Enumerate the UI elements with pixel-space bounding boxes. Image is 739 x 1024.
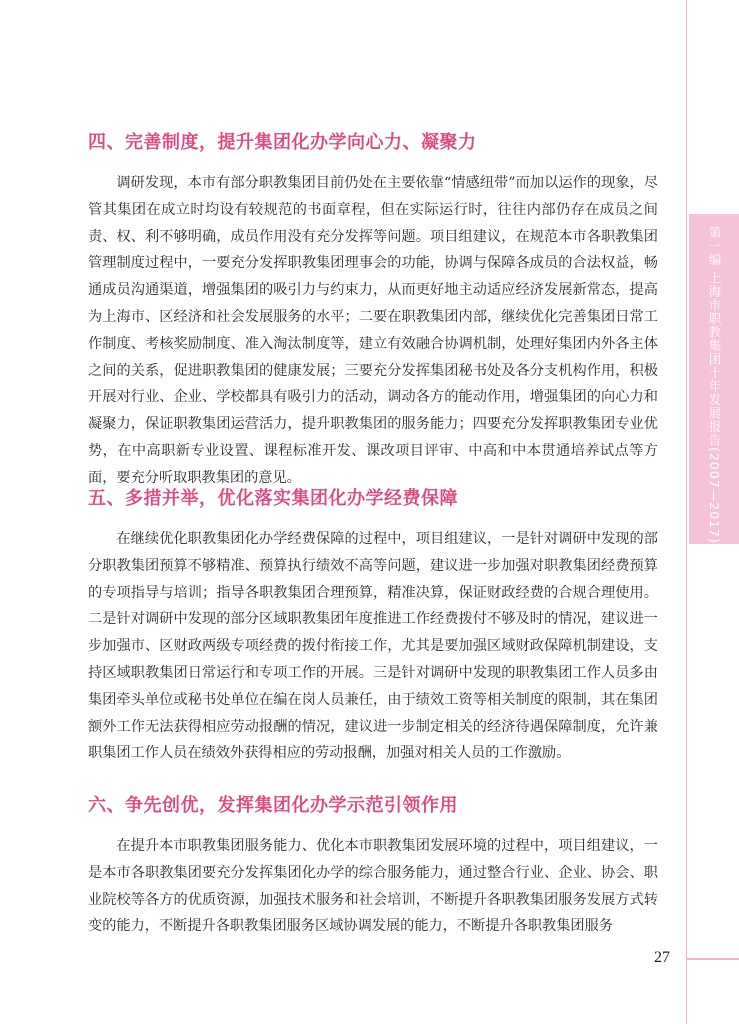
margin-rule — [686, 0, 687, 1024]
section-heading: 五、多措并举，优化落实集团化办学经费保障 — [88, 488, 458, 509]
section-paragraph: 调研发现，本市有部分职教集团目前仍处在主要依靠“情感纽带”而加以运作的现象，尽管其集团在成立时均设有较规范的书面章程，但在实际运行时，往往内部仍存在成员之间责、权、利不够明确，成员作用没有充分发挥等问题。项目组建议，在规范本市各职教集团管理制度过程中，一要充分发挥职教集团理事会的功能，协调与保障各成员的合法权益，畅通成员沟通渠道，增强集团的吸引力与约束力，从而更好地主动适应经济发展新常态，提高为上海市、区经济和社会发展服务的水平；二要在职教集团内部，继续优化完善集团日常工作制度、考核奖励制度、准入淘汰制度等，建立有效融合协调机制，处理好集团内外各主体之间的关系，促进职教集团的健康发展；三要充分发挥集团秘书处及各分支机构作用，积极开展对行业、企业、学校都具有吸引力的活动，调动各方的能动作用，增强集团的向心力和凝聚力，保证职教集团运营活力，提升职教集团的服务能力；四要充分发挥职教集团专业优势，在中高职新专业设置、课程标准开发、课改项目评审、中高和中本贯通培养试点等方面，要充分听取职教集团的意见。 — [88, 175, 658, 486]
footer-rule — [686, 958, 739, 960]
section-paragraph: 在继续优化职教集团化办学经费保障的过程中，项目组建议，一是针对调研中发现的部分职教集团预算不够精准、预算执行绩效不高等问题，建议进一步加强对职教集团经费预算的专项指导与培训；指导各职教集团合理预算，精准决算，保证财政经费的合规合理使用。二是针对调研中发现的部分区域职教集团年度推进工作经费拨付不够及时的情况，建议进一步加强市、区财政两级专项经费的拨付衔接工作，尤其是要加强区域财政保障机制建设，支持区域职教集团日常运行和专项工作的开展。三是针对调研中发现的职教集团工作人员多由集团牵头单位或秘书处单位在编在岗人员兼任，由于绩效工资等相关制度的限制，其在集团额外工作无法获得相应劳动报酬的情况，建议进一步制定相关的经济待遇保障制度，允许兼职集团工作人员在绩效外获得相应的劳动报酬，加强对相关人员的工作激励。 — [88, 531, 658, 762]
section-4 — [88, 128, 658, 492]
section-heading: 四、完善制度，提升集团化办学向心力、凝聚力 — [88, 132, 477, 153]
section-5 — [88, 484, 658, 767]
section-paragraph: 在提升本市职教集团服务能力、优化本市职教集团发展环境的过程中，项目组建议，一是本市各职教集团要充分发挥集团化办学的综合服务能力，通过整合行业、企业、协会、职业院校等各方的优质资源，加强技术服务和社会培训，不断提升各职教集团服务发展方式转变的能力，不断提升各职教集团服务区域协调发展的能力，不断提升各职教集团服务 — [88, 838, 658, 935]
page-number: 27 — [654, 949, 670, 966]
chapter-side-tab-label: 第一编 上海市职教集团十年发展报告(2007—2017) — [707, 226, 722, 544]
section-heading: 六、争先创优，发挥集团化办学示范引领作用 — [88, 795, 458, 816]
section-6 — [88, 791, 658, 940]
